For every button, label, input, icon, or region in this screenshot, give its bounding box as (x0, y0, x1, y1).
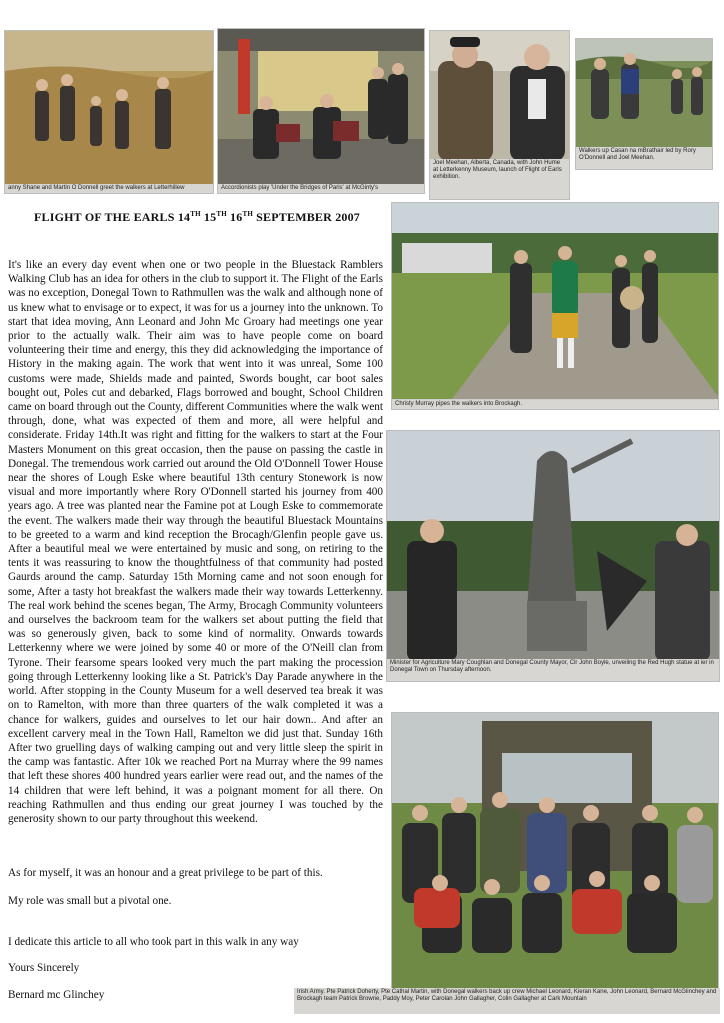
dedication: I dedicate this article to all who took part in this walk in any way (8, 936, 299, 948)
article-body (8, 258, 383, 826)
accordionists-image (218, 29, 425, 185)
caption-piper: Christy Murray pipes the walkers into Brockagh. (392, 400, 718, 409)
photo-museum-launch (429, 30, 570, 200)
piper-image (392, 203, 719, 399)
sign-off: Yours Sincerely (8, 962, 80, 974)
photo-accordionists (217, 28, 425, 194)
statue-unveiling-image (387, 431, 720, 661)
caption-casan-walkers: Walkers up Casan na mBrathair led by Rory O'Donnell and Joel Meehan. (576, 147, 712, 169)
article-title: FLIGHT OF THE EARLS 14TH 15TH 16TH SEPTEMBER 2007 (34, 210, 360, 224)
photo-army-crew (391, 712, 719, 992)
article-paragraph: It's like an every day event when one or two people in the Bluestack Ramblers Walking Club has an idea for others in the club to support it. The Flight of the Earls was no exception, Donegal Town to Rathmullen was the walk and although none of us knew what to envisage or to expect, it was for us a journey into the unknown. To start that idea moving, Ann Leonard and John Mc Groary had meetings one year prior to the actually walk. Their aim was to have people come on board volunteering their time and energy, this they did acknowledging the importance of History in the making again. The work that went into it was unreal, Some 100 customs were made, Shields made and painted, Swords bought, car boot sales bought out, Poles cut and debarked, Flags borrowed and bought, School Children came on board through out the County, different Communities where the walk went through, done, what was expected of them and more, all were helpful and considerate. Friday 14th.It was right and fitting for the walkers to start at the Four Masters Monument on this great occasion, then the pause on passing the castle in Donegal. The tremendous work carried out around the Old O'Donnell Tower House near the shores of Lough Eske where beautiful 13th century Stonework is now visual and more importantly where Rory O'Donnell started his journey from 400 years ago. A tree was planted near the Famine pot at Lough Eske to commemorate the event. The walkers made their way through the beautiful Bluestack Mountains to be greeted to a warm and kind reception the Brocagh/Glenfin people gave us. After a beautiful meal we were entertained by music and song, on retiring to the tents it was reassuring to know the thoughtfulness of that community had posted Gaurds around the camp. Saturday 15th Morning came and not soon enough for some, After a tasty hot breakfast the walkers made their way towards Letterkenny. The real work behind the scenes began, The Army, Brocagh Community volunteers and ourselves the backroom team for the walkers set about putting the field that was so generously given, back to some kind of normality. Onwards towards Letterkenny where we were joined by some 40 or more of the O'Neill clan from Tyrone. Their fearsome spears looked very much the part making the procession going through Letterkenny looking like a St. Patrick's Day Parade anywhere in the world. After stopping in the County Museum for a well deserved tea break it was on to Ramelton, with more than three quarters of the walk completed it was a chance for walkers, guides and ourselves to let our hair down.. And after an excellent carvery meal in the Town Hall, Ramelton we did just that. Sunday 16th After two gruelling days of walking camping out and very little sleep the spirit in the camp was fantastic. After 10k we reached Port na Murray where the 99 names that left these shores 400 hundred years earlier were read out, and the names of the 14 children that were left behind, it was a poignant moment for all there. On reaching Rathmullen and thus ending our great journey I was touched by the generosity shown to our party throughout this weekend. (8, 259, 383, 825)
walkers-greeted-image (5, 31, 214, 185)
caption-army-crew: Irish Army. Pte Patrick Doherty, Pte Cathal Martin, with Donegal walkers back up crew Michael Leonard, Kieran Kane, John Leonard, Bernard McGlinchey and Brockagh team Patrick Browne, Paddy Moy, Peter Carolan John Gallagher, Colin Gallagher at Cark Mountain (294, 988, 720, 1014)
photo-casan-walkers (575, 38, 713, 170)
army-crew-image (392, 713, 719, 992)
caption-walkers-greeted: anny Shane and Martin O Donnell greet the walkers at Letterhillew (5, 184, 213, 193)
photo-piper (391, 202, 719, 410)
photo-walkers-greeted (4, 30, 214, 194)
closing-line-2: My role was small but a pivotal one. (8, 895, 172, 907)
museum-launch-image (430, 31, 570, 161)
caption-accordionists: Accordionists play 'Under the Bridges of Paris' at McGinty's (218, 184, 424, 193)
casan-walkers-image (576, 39, 713, 149)
photo-statue-unveiling (386, 430, 720, 682)
caption-museum-launch: Joel Meehan, Alberta, Canada, with John Hume at Letterkenny Museum, launch of Flight of Earls exhibition. (430, 159, 569, 199)
caption-statue-unveiling: Minister for Agriculture Mary Coughlan and Donegal County Mayor, Clr John Boyle, unveiling the Red Hugh statue at ier in Donegal Town on Thursday afternoon. (387, 659, 719, 681)
author-name: Bernard mc Glinchey (8, 989, 105, 1001)
closing-line-1: As for myself, it was an honour and a great privilege to be part of this. (8, 867, 323, 879)
